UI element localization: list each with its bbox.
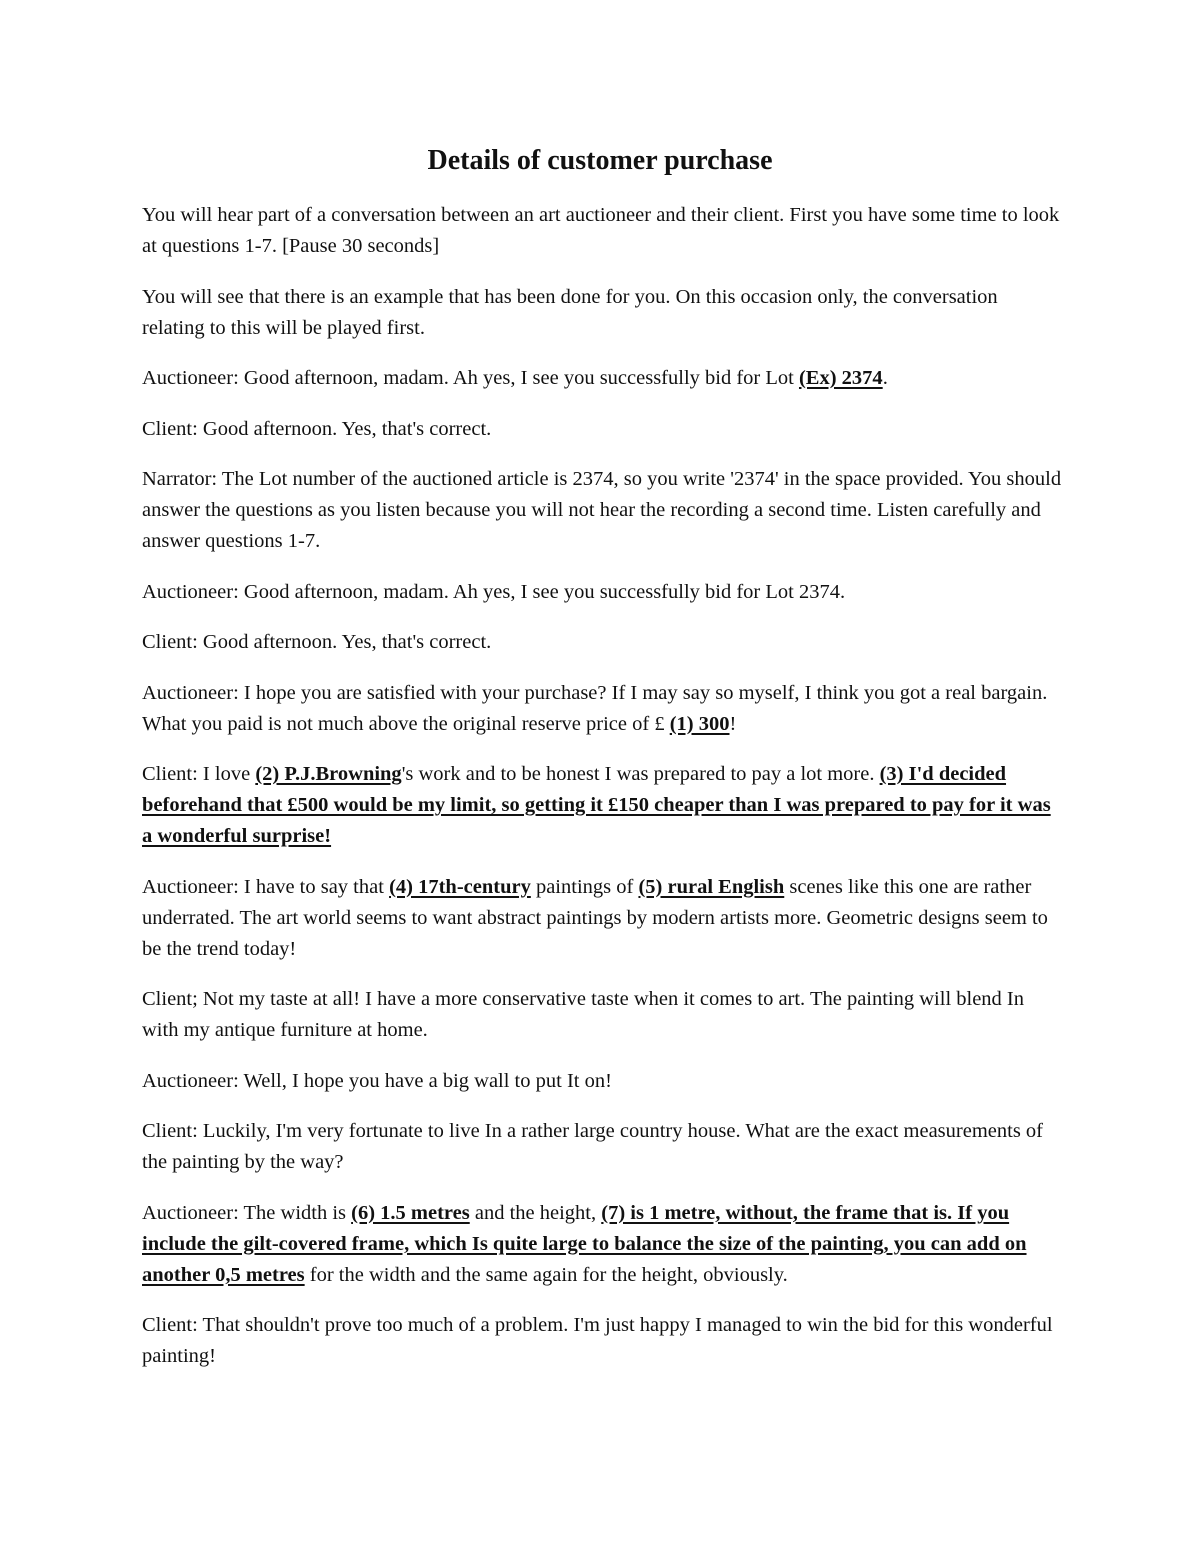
answer-text: (3) I'd decided beforehand that £500 would be my limit, so getting it £150 cheaper than I was prepared to pay for it was a wonderful surprise! [142,763,1051,847]
paragraph-text: Client: Good afternoon. Yes, that's correct. [142,631,492,653]
paragraph [142,627,1062,658]
answer-text: (5) rural English [638,875,785,898]
answer-text: (1) 300 [669,712,730,735]
paragraph-text: Client: Luckily, I'm very fortunate to live In a rather large country house. What are the exact measurements of the painting by the way? [142,1120,1043,1173]
paragraph-text: 's work and to be honest I was prepared to pay a lot more. [401,763,880,785]
answer-text: (2) P.J.Browning [255,763,402,785]
paragraph [142,678,1062,740]
paragraph-text: paintings of [530,875,639,898]
paragraph-text: Client: I love [142,763,256,785]
paragraph-text: Auctioneer: I have to say that [142,875,390,898]
paragraph [142,759,1062,852]
paragraph-text: . [882,367,888,389]
paragraph-text: Client: Good afternoon. Yes, that's correct. [142,417,492,440]
answer-text: (4) 17th-century [389,875,531,898]
document-title: Details of customer purchase [427,145,773,176]
paragraph-text: Auctioneer: I hope you are satisfied with your purchase? If I may say so myself, I think you got a real bargain. What you paid is not much above the original reserve price of £ [142,681,1048,735]
paragraph-text: Client: That shouldn't prove too much of a problem. I'm just happy I managed to win the bid for this wonderful painting! [142,1314,1053,1367]
paragraph-text: Client; Not my taste at all! I have a more conservative taste when it comes to art. The painting will blend In with my antique furniture at home. [142,988,1025,1041]
answer-text: (7) is 1 metre, without, the frame that is. If you include the gilt-covered frame, which Is quite large to balance the size of the painting, you can add on another 0,5 metres [142,1201,1027,1286]
paragraph [142,282,1062,344]
paragraph-text: and the height, [469,1201,602,1224]
paragraph-text: Auctioneer: Good afternoon, madam. Ah yes, I see you successfully bid for Lot [142,367,799,389]
paragraph-text: scenes like this one are rather underrated. The art world seems to want abstract paintings by modern artists more. Geometric designs seem to be the trend today! [142,875,1048,960]
paragraph-text: You will see that there is an example that has been done for you. On this occasion only, the conversation relating to this will be played first. [142,285,998,339]
paragraph [142,1310,1062,1372]
paragraph-text: for the width and the same again for the height, obviously. [304,1263,788,1286]
paragraph-text: Auctioneer: Well, I hope you have a big wall to put It on! [142,1069,612,1092]
paragraph [142,577,1062,608]
paragraph [142,872,1062,965]
paragraph [142,464,1062,557]
paragraph-text: You will hear part of a conversation between an art auctioneer and their client. First you have some time to look at questions 1-7. [Pause 30 seconds] [142,204,1060,257]
answer-text: (6) 1.5 metres [351,1201,470,1224]
paragraph-text: Narrator: The Lot number of the auctioned article is 2374, so you write '2374' in the space provided. You should answer the questions as you listen because you will not hear the recording a second time. Listen carefully and answer questions 1-7. [142,468,1062,552]
paragraph [142,414,1062,445]
answer-text: (Ex) 2374 [798,367,883,389]
paragraph [142,1198,1062,1291]
document-body [142,200,1062,1392]
paragraph [142,1116,1062,1178]
paragraph [142,363,1062,394]
paragraph-text: Auctioneer: The width is [142,1201,352,1224]
paragraph [142,200,1062,262]
paragraph-text: Auctioneer: Good afternoon, madam. Ah yes, I see you successfully bid for Lot 2374. [142,580,846,603]
paragraph [142,1066,1062,1097]
paragraph-text: ! [729,712,737,735]
paragraph [142,984,1062,1046]
